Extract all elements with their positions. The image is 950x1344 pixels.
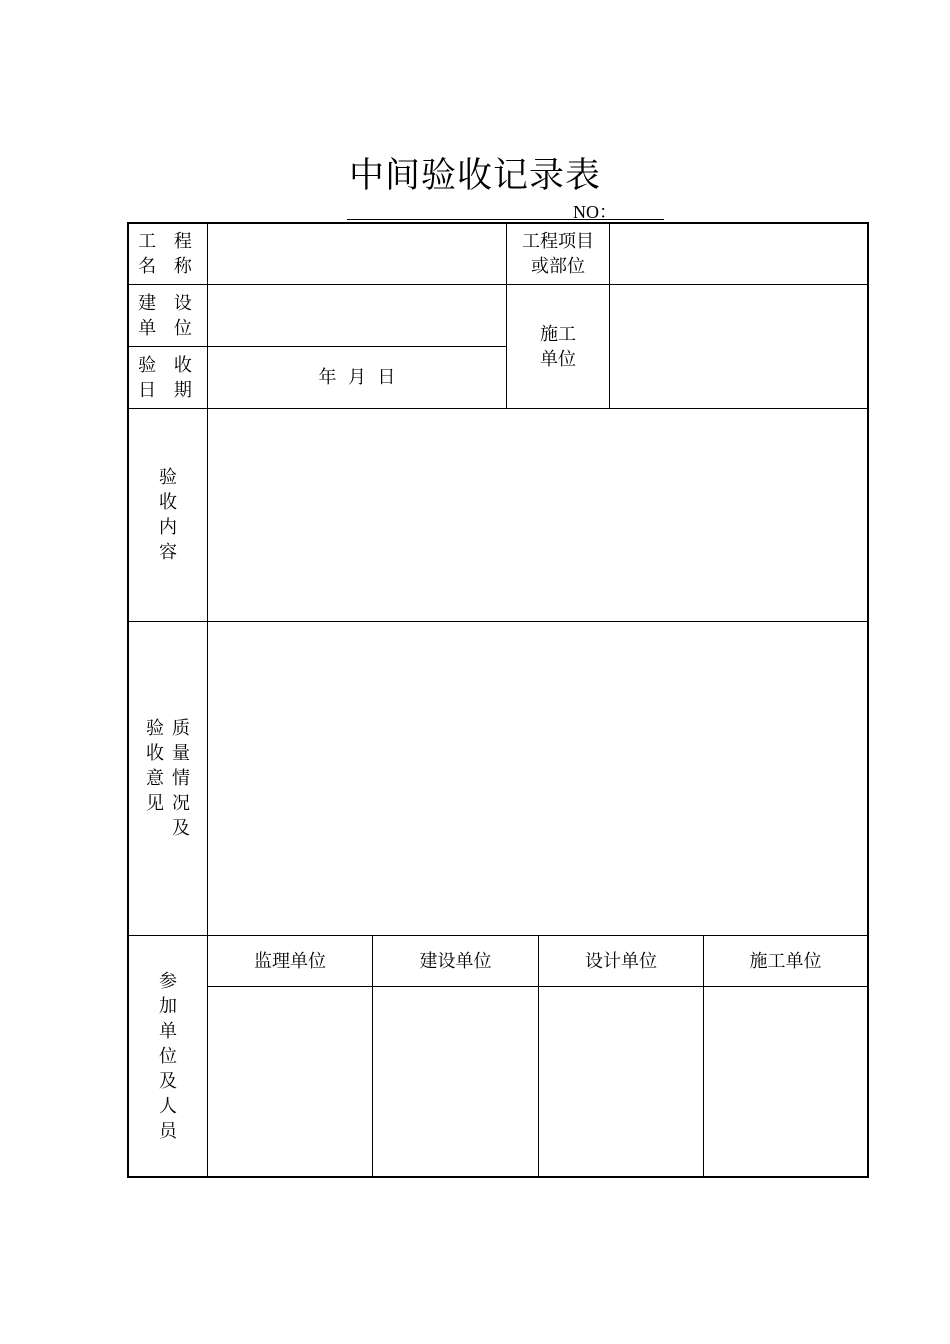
construction-unit-header: 施工单位	[749, 950, 822, 972]
quality-opinion-label	[129, 622, 207, 935]
supervision-unit-header: 监理单位	[254, 950, 326, 972]
label-line: 名 称	[138, 256, 198, 277]
label-char: 及	[172, 818, 190, 839]
owner-unit-label	[129, 285, 207, 346]
label-char: 况	[172, 793, 190, 814]
owner-unit-field[interactable]	[208, 285, 506, 346]
label-char: 单	[159, 1020, 177, 1042]
supervision-unit-signature-field[interactable]	[208, 987, 372, 1176]
label-char: 人	[159, 1095, 177, 1117]
page-title: 中间验收记录表	[348, 156, 601, 196]
label-char: 加	[159, 995, 177, 1017]
label-line: 工程项目	[522, 231, 594, 252]
label-char: 验	[146, 718, 164, 739]
design-unit-header: 设计单位	[585, 950, 657, 972]
label-line: 单 位	[138, 317, 198, 339]
label-line: 或部位	[531, 256, 585, 277]
acceptance-content-label	[129, 409, 207, 621]
project-item-field[interactable]	[610, 224, 867, 284]
label-char: 位	[159, 1045, 177, 1067]
acceptance-date-label	[129, 347, 207, 408]
project-name-label	[129, 224, 207, 284]
label-char: 参	[159, 970, 177, 992]
label-char: 见	[146, 793, 164, 814]
label-char: 质	[172, 718, 190, 739]
project-item-label	[507, 224, 609, 284]
owner-unit-header: 建设单位	[419, 950, 492, 972]
label-char: 收	[146, 743, 164, 764]
construction-unit-label	[507, 285, 609, 408]
label-line: 日 期	[138, 379, 198, 401]
label-line: 建 设	[138, 292, 198, 314]
document-number-label: NO：	[573, 202, 617, 222]
label-line: 工 程	[138, 231, 198, 252]
label-column-left	[146, 716, 164, 816]
label-char: 验	[159, 467, 177, 488]
participants-label	[129, 936, 207, 1176]
label-char: 情	[172, 768, 190, 789]
label-line: 施工	[540, 323, 576, 345]
acceptance-record-form	[127, 222, 869, 1178]
acceptance-content-field[interactable]	[208, 409, 867, 621]
label-char: 及	[159, 1070, 177, 1092]
acceptance-date-field[interactable]: 年 月 日	[318, 367, 396, 388]
label-char: 员	[159, 1120, 177, 1142]
quality-opinion-field[interactable]	[208, 622, 867, 935]
label-column-right	[172, 716, 190, 841]
project-name-field[interactable]	[208, 224, 506, 284]
owner-unit-signature-field[interactable]	[373, 987, 538, 1176]
construction-unit-signature-field[interactable]	[704, 987, 867, 1176]
label-char: 意	[146, 768, 164, 789]
label-char: 收	[159, 492, 177, 513]
label-char: 内	[159, 517, 177, 538]
label-char: 容	[159, 542, 177, 563]
label-char: 量	[172, 743, 190, 764]
construction-unit-field[interactable]	[610, 285, 867, 408]
label-line: 验 收	[138, 354, 198, 376]
label-line: 单位	[540, 348, 576, 370]
design-unit-signature-field[interactable]	[539, 987, 703, 1176]
